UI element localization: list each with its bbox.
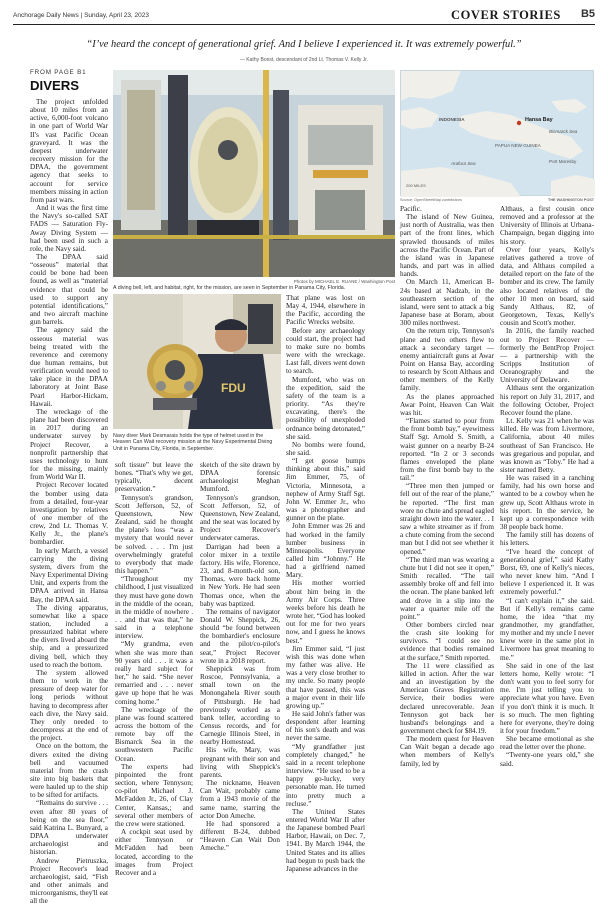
paragraph: “I've heard the concept of generational grief,” said Kathy Borst, 69, one of Kelly's nieces, who never knew him. “And I believe I experienced it. It was extremely powerful.” bbox=[500, 547, 594, 597]
paragraph: Other bombers circled near the crash site looking for survivors. “I could see no evidence that bodies remained at the surface,” Smith reported. bbox=[400, 620, 494, 662]
paragraph: On the return trip, Tennyson's plane and two others flew to attack a secondary target — enemy antiaircraft guns at Awar Point on Hansa Bay, according to research by Scott Althaus and other members of the Kelly family. bbox=[400, 327, 494, 393]
paragraph: The project unfolded about 10 miles from an active, 6,000-foot volcano in one part of World War II's vast Pacific Ocean graveyard. It was the deepest underwater recovery mission for the DPAA, the government agency that seeks to account for service members missing in action from past wars. bbox=[30, 98, 108, 204]
map-label-indonesia: INDONESIA bbox=[439, 117, 465, 122]
pull-quote-attribution: — Kathy Bonst, descendant of 2nd Lt. Thomas V. Kelly Jr. bbox=[239, 57, 369, 63]
paragraph: “Three men then jumped or fell out of the rear of the plane,” he reported. “The first man wore no chute and spread eagled straight down into the water. . . I saw a white streamer as if from a chute coming from the second man but I did not see whether it opened.” bbox=[400, 482, 494, 556]
navy-diver-image bbox=[113, 294, 281, 429]
paragraph: The modern quest for Heaven Can Wait began a decade ago when members of Kelly's family, led by bbox=[400, 735, 494, 768]
map-label-port-moresby: Port Moresby bbox=[549, 159, 577, 164]
paragraph: Pacific. bbox=[400, 205, 422, 213]
paragraph: The system allowed them to work in the pressure of deep water for long periods without having to decompress after each dive, the Navy said. They only needed to decompress at the end of the project. bbox=[30, 668, 108, 743]
header-rule bbox=[13, 24, 595, 25]
paragraph: The nickname, Heaven Can Wait, probably came from a 1943 movie of the same name, starring the actor Don Ameche. bbox=[200, 779, 280, 820]
paragraph: His mother worried about him being in the Army Air Corps. Three weeks before his death he wrote her, “God has looked out for me for two years now, and I guess he knows best.” bbox=[286, 579, 365, 645]
article-column-6 bbox=[500, 205, 594, 812]
issue-date: Sunday, April 23, 2023 bbox=[84, 12, 150, 19]
diving-bell-image bbox=[113, 70, 395, 277]
photo-caption-top: A diving bell, left, and habitat, right, for the mission, are seen in September in Panama City, Florida. bbox=[113, 285, 346, 291]
paragraph: Althaus sent the organization his report on July 31, 2017, and the following October, Project Recover found the plane. bbox=[500, 384, 594, 417]
headline: DIVERS bbox=[30, 78, 80, 93]
article-column-1 bbox=[30, 98, 108, 905]
map-scale: 200 MILES bbox=[406, 183, 426, 188]
map-label-hansa-bay: Hansa Bay bbox=[525, 117, 553, 123]
paragraph: Althaus, a first cousin once removed and a professor at the University of Illinois at Urbana-Champaign, began digging into his story. bbox=[500, 205, 594, 246]
locator-map bbox=[400, 70, 594, 196]
paragraph: sketch of the site drawn by DPAA forensic archaeologist Meghan Mumford. bbox=[200, 461, 280, 494]
paragraph: The remains of navigator Donald W. Sheppick, 26, should “be found between the bombardier's enclosure and the pilot/co-pilot's seat,” Project Recover wrote in a 2018 report. bbox=[200, 607, 280, 665]
map-source: Source: OpenStreetMap contributors bbox=[400, 198, 462, 202]
paragraph: No bombs were found, she said. bbox=[286, 440, 365, 457]
paragraph: Sheppick was from Roscoe, Pennsylvania, a small town on the Monongahela River south of Pittsburgh. He had previously worked as a bank teller, according to Census records, and for Carnegie Illinois Steel, in nearby Homestead. bbox=[200, 664, 280, 747]
paragraph: She said in one of the last letters home, Kelly wrote: “I don't want you to feel sorry for me. I'm just telling you to appreciate what you have. Even if you don't think it is much. It is so much. The men fighting here for everyone, they're doing it for your freedom.” bbox=[500, 661, 594, 735]
paragraph: “The third man was wearing a chute but I did not see it open,” Smith recalled. “The tail assembly broke off and fell into the ocean. The plane banked left and drove in a slip into the water a quarter mile off the point.” bbox=[400, 555, 494, 621]
paragraph: Before any archaeology could start, the project had to make sure no bombs were with the wreckage. Last fall, divers went down to search. bbox=[286, 326, 365, 376]
photo-navy-diver bbox=[113, 294, 281, 429]
publication-name: Anchorage Daily News bbox=[13, 12, 79, 19]
article-column-2 bbox=[115, 461, 193, 877]
paragraph: John Emmer was 26 and had worked in the family lumber business in Minneapolis. Everyone called him “Johnny.” He had a girlfriend named Mary. bbox=[286, 522, 365, 580]
pull-quote: “I’ve heard the concept of generational grief. And I believe I experienced it. It was extremely powerful.” bbox=[86, 39, 522, 50]
shirt-text: FDU bbox=[221, 381, 246, 395]
photo-credit: Photos by MICHAEL E. RUANE / Washington Post bbox=[293, 279, 395, 284]
paragraph: The family still has dozens of his letters. bbox=[500, 531, 594, 548]
article-column-5 bbox=[400, 205, 494, 812]
paragraph: “My grandma, even when she was more than 90 years old . . . it was a really hard subject for her,” he said. “She never remarried and . . . never gave up hope that he was coming home.” bbox=[115, 640, 193, 706]
paragraph: “Twenty-one years old,” she said. bbox=[500, 751, 594, 768]
paragraph: Lt. Kelly was 21 when he was killed. He was from Livermore, California, about 40 miles southeast of San Francisco. He was gregarious and popular, and was known as “Toby.” He had a sister named Betty. bbox=[500, 417, 594, 474]
paragraph: In early March, a vessel carrying the diving system, divers from the Navy Experimental Diving Unit, and experts from the DPAA arrived in Hansa Bay, the DPAA said. bbox=[30, 546, 108, 604]
paragraph: The 11 were classified as killed in action. After the war and an investigation by the American Graves Registration Service, their bodies were declared unrecoverable. Jean Tennyson got back her husband's belongings and a government check for $84.19. bbox=[400, 661, 494, 735]
paragraph: He had sponsored a different B-24, dubbed “Heaven Can Wait Don Ameche.” bbox=[200, 819, 280, 853]
map-label-bismarck-sea: Bismarck Sea bbox=[549, 129, 578, 134]
page-number: B5 bbox=[580, 8, 595, 20]
paragraph: Tennyson's grandson, Scott Jefferson, 52, of Queenstown, New Zealand, and the seat was located by Project Recover's underwater cameras. bbox=[200, 493, 280, 543]
paragraph: “Flames started to pour from the front bomb bay,” eyewitness Staff Sgt. Arnold S. Smith, a waist gunner on a nearby B-24 reported. “In 2 or 3 seconds flames enveloped the plane from the first bomb bay to the tail.” bbox=[400, 417, 494, 483]
paragraph: “My grandfather just completely changed,” he said in a recent telephone interview. “He used to be a happy go-lucky, very personable man. He turned into pretty much a recluse.” bbox=[286, 742, 365, 808]
photo-diving-bell bbox=[113, 70, 395, 277]
paragraph: Project Recover located the bomber using data from a detailed, four-year investigation by relatives of one member of the crew, 2nd Lt. Thomas V. Kelly Jr., the plane's bombardier. bbox=[30, 481, 108, 547]
paragraph: He was raised in a ranching family, had his own horse and wanted to be a cowboy when he grew up, Scott Althaus wrote in his report. In the service, he kept up a correspondence with 38 people back home. bbox=[500, 474, 594, 532]
paragraph: Jim Emmer said, “I just wish this was done when my father was alive. He was a very close brother to my uncle. So many people that have passed, this was a major event in their life growing up.” bbox=[286, 644, 365, 710]
paragraph: Tennyson's grandson, Scott Jefferson, 52, of Queenstown, New Zealand, said he thought the plane's loss “was a mystery that would never be solved. . . . I'm just overwhelmingly grateful to everybody that made this happen.” bbox=[115, 493, 193, 576]
article-column-3 bbox=[200, 461, 280, 853]
section-title: COVER STORIES bbox=[450, 8, 561, 22]
paragraph: She became emotional as she read the letter over the phone. bbox=[500, 735, 594, 752]
paragraph: “Remains do survive . . . even after 80 years of being on the sea floor,” said Katrina L. Bunyard, a DPAA underwater archaeologist and historian. bbox=[30, 799, 108, 857]
paragraph: soft tissue” but leave the bones. “That's why we get, typically, decent preservation.” bbox=[115, 461, 193, 494]
page-header bbox=[13, 8, 595, 23]
paragraph: Andrew Pietruszka, Project Recover's lead archaeologist, said, “Fish and other animals and microorganisms, they'll eat all the bbox=[30, 856, 108, 905]
paragraph: The wreckage of the plane was found scattered across the bottom of the remote bay off the Bismarck Sea in the southwestern Pacific Ocean. bbox=[115, 705, 193, 763]
photo-caption-bottom: Navy diver Mark Desmarais holds the type of helmet used in the Heaven Can Wait recovery mission at the Navy Experimental Diving Unit in Panama City, Florida, in September. bbox=[113, 433, 273, 452]
paragraph: The island of New Guinea, just north of Australia, was then part of the front lines, which sprawled thousands of miles across the Pacific Ocean. Part of the island was in Japanese hands, and part was in allied hands. bbox=[400, 213, 494, 279]
map-credit: THE WASHINGTON POST bbox=[548, 198, 595, 202]
paragraph: “Throughout my childhood, I just visualized they must have gone down in the middle of the ocean, in the middle of nowhere . . . and that was that,” he said in a telephone interview. bbox=[115, 575, 193, 641]
map-label-png: PAPUA NEW GUINEA bbox=[495, 143, 541, 148]
paragraph: In 2016, the family reached out to Project Recover — formerly the BentProp Project — a partnership with the Scripps Institution of Oceanography and the University of Delaware. bbox=[500, 327, 594, 385]
map-graphic bbox=[401, 71, 595, 197]
paragraph: The United States entered World War II after the Japanese bombed Pearl Harbor, Hawaii, on Dec. 7, 1941. By March 1944, the United States and its allies had begun to push back the Japanese advances in the bbox=[286, 807, 365, 873]
paragraph: That plane was lost on May 4, 1944, elsewhere in the Pacific, according the Pacific Wrecks website. bbox=[286, 294, 365, 327]
article-column-4 bbox=[286, 294, 365, 873]
paragraph: As the planes approached Awar Point, Heaven Can Wait was hit. bbox=[400, 392, 494, 417]
paragraph: He said John's father was despondent after learning of his son's death and was never the same. bbox=[286, 709, 365, 743]
header-dateline: Anchorage Daily News | Sunday, April 23, 2023 bbox=[13, 12, 150, 19]
paragraph: Once on the bottom, the divers exited the diving bell and vacuumed material from the crash site into big baskets that were hauled up to the ship to be sifted for artifacts. bbox=[30, 742, 108, 800]
paragraph: On March 11, American B-24s based at Nadzab, in the southeastern section of the island, were sent to attack a big Japanese base at Boram, about 300 miles northwest. bbox=[400, 278, 494, 328]
paragraph: A cockpit seat used by either Tennyson or McFadden had been located, according to the images from Project Recover and a bbox=[115, 828, 193, 877]
map-label-arafura: Arafura Sea bbox=[451, 161, 476, 166]
paragraph: The experts had pinpointed the front section, where Tennyson; co-pilot Michael J. McFadden Jr., 26, of Clay Center, Kansas,; and several other members of the crew were stationed. bbox=[115, 762, 193, 828]
paragraph: “I get goose bumps thinking about this,” said Jim Emmer, 75, of Victoria, Minnesota, a nephew of Army Staff Sgt. John W. Emmer Jr., who was a photographer and gunner on the plane. bbox=[286, 457, 365, 523]
paragraph: Mumford, who was on the expedition, said the safety of the team is a priority. “As they're excavating, there's the possibility of unexploded ordnance being detonated,” she said. bbox=[286, 375, 365, 441]
paragraph: The DPAA said “osseous” material that could be bone had been found, as well as “material evidence that could be used to support any potential identifications,” and two aircraft machine gun barrels. bbox=[30, 252, 108, 327]
paragraph: And it was the first time the Navy's so-called SAT FADS — Saturation Fly-Away Diving System — had been used in such a role, the Navy said. bbox=[30, 204, 108, 253]
jump-line: FROM PAGE B1 bbox=[30, 69, 87, 76]
paragraph: The diving apparatus, somewhat like a space station, included a pressurized habitat where the divers lived aboard the ship, and a pressurized diving bell, which they used to reach the bottom. bbox=[30, 603, 108, 669]
paragraph: Over four years, Kelly's relatives gathered a trove of data, and Althaus compiled a detailed report on the fate of the bomber and its crew. The family also located relatives of the other 10 men on board, said Sandy Althaus, 82, of Georgetown, Texas, Kelly's cousin and Scott's mother. bbox=[500, 245, 594, 328]
paragraph: The wreckage of the plane had been discovered in 2017 during an underwater survey by Project Recover, a nonprofit partnership that uses technology to hunt for the missing, mainly from World War II. bbox=[30, 407, 108, 482]
paragraph: His wife, Mary, was pregnant with their son and living with Sheppick's parents. bbox=[200, 746, 280, 779]
paragraph: “I can't explain it,” she said. But if Kelly's remains came home, the idea “that my grandmother, my grandfather, my mother and my uncle I never knew were in the same plot in Livermore has great meaning to me.” bbox=[500, 596, 594, 662]
paragraph: Darrigan had been a color mixer in a textile factory. His wife, Florence, 23, and 8-month-old son, Thomas, were back home in New York. He had seen Thomas once, when the baby was baptized. bbox=[200, 542, 280, 608]
paragraph: The agency said the osseous material was being treated with the reverence and ceremony due human remains, but verification would need to take place in the DPAA laboratory at Joint Base Pearl Harbor-Hickam, Hawaii. bbox=[30, 326, 108, 408]
